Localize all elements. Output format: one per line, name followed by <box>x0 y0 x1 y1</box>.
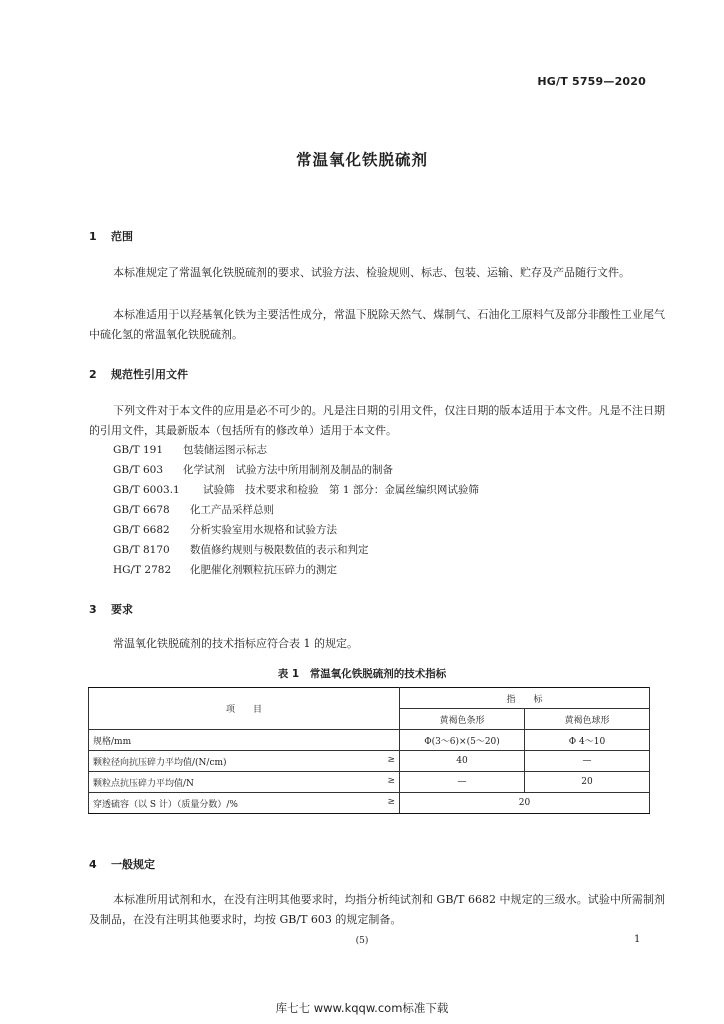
row-item: 规格/mm <box>89 730 400 751</box>
reference-title: 数值修约规则与极限数值的表示和判定 <box>190 544 369 556</box>
reference-title: 分析实验室用水规格和试验方法 <box>190 524 337 536</box>
document-title: 常温氧化铁脱硫剂 <box>295 151 428 169</box>
page-number: 1 <box>634 934 641 945</box>
reference-item <box>113 481 479 501</box>
row-ball-value: Φ 4～10 <box>525 730 650 751</box>
reference-item <box>113 461 393 481</box>
section-2-intro <box>89 401 665 441</box>
reference-title: 化工产品采样总则 <box>190 504 274 516</box>
reference-code: HG/T 2782 <box>113 564 172 576</box>
row-ball-value: 20 <box>525 772 650 793</box>
reference-item <box>113 441 267 461</box>
reference-item <box>113 561 337 581</box>
table-row <box>89 751 650 772</box>
row-ball-value: — <box>525 751 650 772</box>
technical-indicators-table <box>88 687 650 814</box>
table-caption: 表 1 常温氧化铁脱硫剂的技术指标 <box>277 668 447 680</box>
section-3-heading <box>89 601 133 617</box>
section-number: 2 <box>89 368 97 381</box>
row-merged-value: 20 <box>400 793 650 814</box>
header-ball: 黄褐色球形 <box>525 709 650 730</box>
paragraph-text: 常温氧化铁脱硫剂的技术指标应符合表 1 的规定。 <box>113 637 358 650</box>
section-4-heading <box>89 856 155 872</box>
footer-watermark: 库七七 www.kqqw.com标准下载 <box>275 1001 449 1015</box>
table-row <box>89 793 650 814</box>
row-strip-value: 40 <box>400 751 525 772</box>
row-item: 颗粒点抗压碎力平均值/N ≥ <box>89 772 400 793</box>
reference-code: GB/T 191 <box>113 444 164 456</box>
section-number: 3 <box>89 603 97 616</box>
section-title: 范围 <box>111 230 133 243</box>
section-1-paragraph <box>89 305 665 345</box>
paragraph-text: 本标准所用试剂和水，在没有注明其他要求时，均指分析纯试剂和 GB/T 6682 中规定的三级水。试验中所需制剂及制品，在没有注明其他要求时，均按 GB/T 603 的规定制备。 <box>89 893 665 926</box>
standard-number: HG/T 5759—2020 <box>537 75 646 88</box>
paragraph-text: 本标准规定了常温氧化铁脱硫剂的要求、试验方法、检验规则、标志、包装、运输、贮存及产品随行文件。 <box>113 266 630 279</box>
reference-item <box>113 521 337 541</box>
header-item: 项 目 <box>89 688 400 730</box>
section-number: 4 <box>89 858 97 871</box>
section-3-intro <box>89 634 665 654</box>
section-title: 要求 <box>111 603 133 616</box>
row-strip-value: — <box>400 772 525 793</box>
header-index: 指 标 <box>400 688 650 709</box>
row-item: 穿透硫容（以 S 计）（质量分数）/% ≥ <box>89 793 400 814</box>
section-4-paragraph <box>89 890 665 930</box>
reference-title: 试验筛 技术要求和检验 第 1 部分：金属丝编织网试验筛 <box>203 484 479 496</box>
section-title: 一般规定 <box>111 858 155 871</box>
section-1-heading <box>89 228 133 244</box>
reference-item <box>113 541 369 561</box>
reference-title: 包装储运图示标志 <box>183 444 267 456</box>
section-2-heading <box>89 366 188 382</box>
paragraph-text: 本标准适用于以羟基氧化铁为主要活性成分，常温下脱除天然气、煤制气、石油化工原料气及部分非酸性工业尾气中硫化氢的常温氧化铁脱硫剂。 <box>89 308 665 341</box>
reference-code: GB/T 603 <box>113 464 164 476</box>
section-title: 规范性引用文件 <box>111 368 188 381</box>
reference-code: GB/T 8170 <box>113 544 170 556</box>
section-number: 1 <box>89 230 97 243</box>
table-header-row <box>89 688 650 709</box>
reference-title: 化学试剂 试验方法中所用制剂及制品的制备 <box>183 464 393 476</box>
reference-title: 化肥催化剂颗粒抗压碎力的测定 <box>190 564 337 576</box>
reference-code: GB/T 6682 <box>113 524 170 536</box>
reference-code: GB/T 6003.1 <box>113 484 180 496</box>
header-strip: 黄褐色条形 <box>400 709 525 730</box>
section-1-paragraph <box>89 263 665 283</box>
row-strip-value: Φ(3～6)×(5～20) <box>400 730 525 751</box>
page-center-mark: (5) <box>355 936 369 946</box>
row-item: 颗粒径向抗压碎力平均值/(N/cm) ≥ <box>89 751 400 772</box>
table-row <box>89 730 650 751</box>
reference-code: GB/T 6678 <box>113 504 170 516</box>
reference-item <box>113 501 274 521</box>
paragraph-text: 下列文件对于本文件的应用是必不可少的。凡是注日期的引用文件，仅注日期的版本适用于本文件。凡是不注日期的引用文件，其最新版本（包括所有的修改单）适用于本文件。 <box>89 404 665 437</box>
table-row <box>89 772 650 793</box>
